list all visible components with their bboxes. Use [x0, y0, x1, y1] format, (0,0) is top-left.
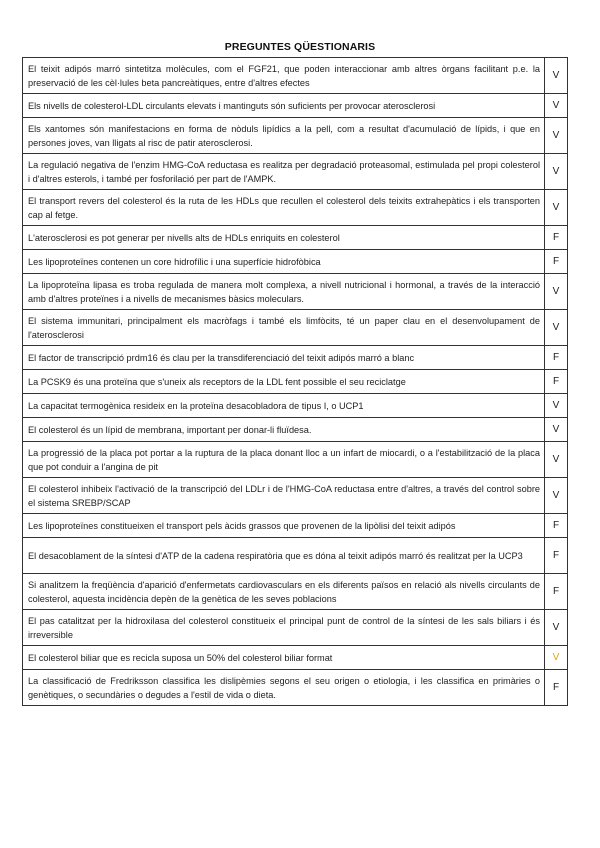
question-text: El sistema immunitari, principalment els macròfags i també els limfòcits, té un paper clau en el desenvolupament de l'aterosclerosi: [23, 310, 545, 346]
question-text: Els xantomes són manifestacions en forma de nòduls lipídics a la pell, com a resultat d'acumulació de lípids, i que en persones joves, van lligats al risc de patir aterosclerosi.: [23, 118, 545, 154]
table-row: [23, 574, 568, 610]
answer-cell: V: [545, 154, 568, 190]
question-text: Les lipoproteïnes contenen un core hidrofílic i una superfície hidrofòbica: [23, 250, 545, 274]
table-row: [23, 310, 568, 346]
answer-cell: V: [545, 190, 568, 226]
answer-cell: F: [545, 346, 568, 370]
question-text: La classificació de Fredriksson classifica les dislipèmies segons el seu origen o etiologia, i les classifica en primàries o genètiques, o secundàries o degudes a l'estil de vida o dieta.: [23, 670, 545, 706]
question-text: El teixit adipós marró sintetitza molècules, com el FGF21, que poden interaccionar amb altres òrgans facilitant p.e. la preservació de les cèl·lules beta pancreàtiques, entre d'altres efectes: [23, 58, 545, 94]
answer-cell: F: [545, 538, 568, 574]
question-text: El colesterol inhibeix l'activació de la transcripció del LDLr i de l'HMG-CoA reductasa entre d'altres, a través del control sobre el sistema SREBP/SCAP: [23, 478, 545, 514]
table-row: [23, 226, 568, 250]
table-row: [23, 370, 568, 394]
answer-cell: V: [545, 94, 568, 118]
answer-cell: V: [545, 310, 568, 346]
table-row: [23, 514, 568, 538]
table-row: [23, 538, 568, 574]
table-row: [23, 442, 568, 478]
answer-cell: V: [545, 610, 568, 646]
table-row: [23, 478, 568, 514]
answer-cell: F: [545, 574, 568, 610]
question-text: El desacoblament de la síntesi d'ATP de la cadena respiratòria que es dóna al teixit adipós marró és realitzat per la UCP3: [23, 538, 545, 574]
answer-cell: F: [545, 250, 568, 274]
question-text: El colesterol és un lípid de membrana, important per donar-li fluïdesa.: [23, 418, 545, 442]
question-text: La lipoproteïna lipasa es troba regulada de manera molt complexa, a nivell nutricional i hormonal, a través de la interacció amb d'altres proteïnes i a nivells de mecanismes bàsics moleculars.: [23, 274, 545, 310]
answer-cell: V: [545, 274, 568, 310]
page-title: PREGUNTES QÜESTIONARIS: [224, 41, 376, 53]
question-text: La progressió de la placa pot portar a la ruptura de la placa donant lloc a un infart de miocardi, o a l'estabilització de la placa que pot conduir a l'angina de pit: [23, 442, 545, 478]
answer-cell: V: [545, 418, 568, 442]
answer-cell: V: [545, 442, 568, 478]
question-text: Els nivells de colesterol-LDL circulants elevats i mantinguts són suficients per provocar aterosclerosi: [23, 94, 545, 118]
answer-cell: F: [545, 226, 568, 250]
question-text: El factor de transcripció prdm16 és clau per la transdiferenciació del teixit adipós marró a blanc: [23, 346, 545, 370]
question-text: Les lipoproteïnes constitueixen el transport pels àcids grassos que provenen de la lipòlisi del teixit adipós: [23, 514, 545, 538]
question-text: El colesterol biliar que es recicla suposa un 50% del colesterol biliar format: [23, 646, 545, 670]
answer-cell-highlighted: V: [545, 646, 568, 670]
table-row: [23, 610, 568, 646]
answer-cell: V: [545, 394, 568, 418]
question-text: La regulació negativa de l'enzim HMG-CoA reductasa es realitza per degradació proteasomal, estimulada pel propi colesterol i d'altres esterols, i també per fosforilació per part de l'AMPK.: [23, 154, 545, 190]
answer-cell: V: [545, 58, 568, 94]
answer-cell: V: [545, 478, 568, 514]
question-text: La PCSK9 és una proteïna que s'uneix als receptors de la LDL fent possible el seu reciclatge: [23, 370, 545, 394]
answer-cell: V: [545, 118, 568, 154]
answer-cell: F: [545, 514, 568, 538]
table-row: [23, 394, 568, 418]
question-text: L'aterosclerosi es pot generar per nivells alts de HDLs enriquits en colesterol: [23, 226, 545, 250]
table-row: [23, 190, 568, 226]
table-row: [23, 646, 568, 670]
table-row: [23, 94, 568, 118]
question-text: El pas catalitzat per la hidroxilasa del colesterol constitueix el principal punt de control de la síntesi de les sals biliars i és irreversible: [23, 610, 545, 646]
table-row: [23, 418, 568, 442]
table-row: [23, 274, 568, 310]
table-row: [23, 118, 568, 154]
question-text: Si analitzem la freqüència d'aparició d'enfermetats cardiovasculars en els diferents països en relació als nivells circulants de colesterol, aquesta incidència depèn de la genètica de les seves poblacions: [23, 574, 545, 610]
answer-cell: F: [545, 670, 568, 706]
question-text: La capacitat termogènica resideix en la proteïna desacobladora de tipus I, o UCP1: [23, 394, 545, 418]
question-text: El transport revers del colesterol és la ruta de les HDLs que recullen el colesterol dels teixits extrahepàtics i els transporten cap al fetge.: [23, 190, 545, 226]
answer-cell: F: [545, 370, 568, 394]
table-row: [23, 250, 568, 274]
table-row: [23, 670, 568, 706]
table-row: [23, 58, 568, 94]
table-row: [23, 346, 568, 370]
questions-table: [22, 57, 568, 706]
table-row: [23, 154, 568, 190]
